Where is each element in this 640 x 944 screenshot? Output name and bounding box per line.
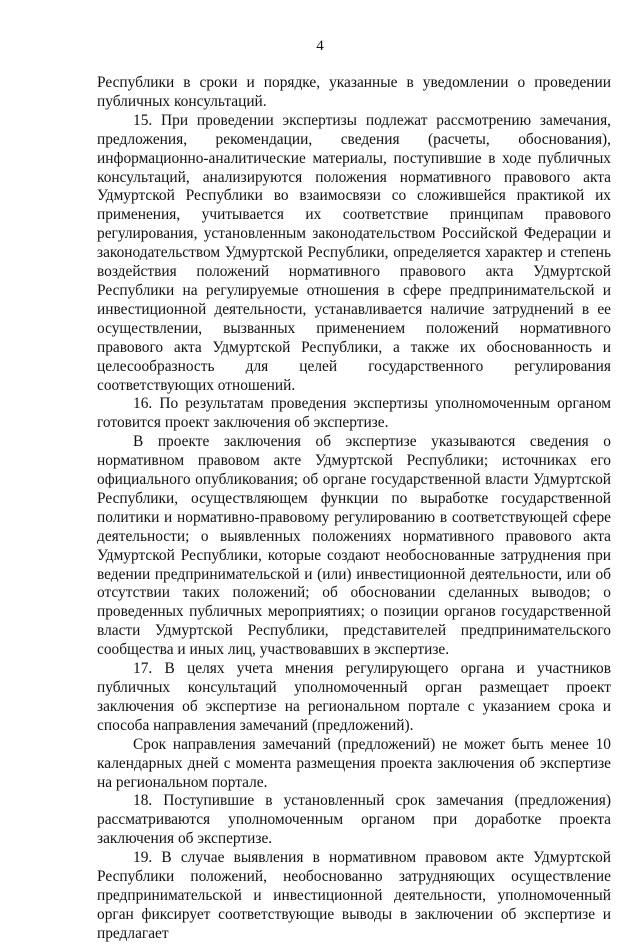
paragraph-19: 19. В случае выявления в нормативном правовом акте Удмуртской Республики положений, необоснованно затрудняющих осуществление предпринимательской и инвестиционной деятельности, уполномоченный орган фиксирует соответствующие выводы в заключении об экспертизе и предлагает	[97, 849, 611, 942]
paragraph-15: 15. При проведении экспертизы подлежат рассмотрению замечания, предложения, рекомендации, сведения (расчеты, обоснования), информационно-аналитические материалы, поступившие в ходе публичных консультаций, анализируются положения нормативного правового акта Удмуртской Республики во взаимосвязи со сложившейся практикой их применения, учитывается их соответствие принципам правового регулирования, установленным законодательством Российской Федерации и законодательством Удмуртской Республики, определяется характер и степень воздействия положений нормативного правового акта Удмуртской Республики на регулируемые отношения в сфере предпринимательской и инвестиционной деятельности, устанавливается наличие затруднений в ее осуществлении, вызванных применением положений нормативного правового акта Удмуртской Республики, а также их обоснованность и целесообразность для целей государственного регулирования соответствующих отношений.	[97, 111, 611, 394]
paragraph-16-details: В проекте заключения об экспертизе указываются сведения о нормативном правовом акте Удмуртской Республики; источниках его официального опубликования; об органе государственной власти Удмуртской Республики, осуществляющем функции по выработке государственной политики и нормативно-правовому регулированию в соответствующей сфере деятельности; о выявленных положениях нормативного правового акта Удмуртской Республики, которые создают необоснованные затруднения при ведении предпринимательской и (или) инвестиционной деятельности, или об отсутствии таких положений; об обосновании сделанных выводов; о проведенных публичных мероприятиях; о позиции органов государственной власти Удмуртской Республики, представителей предпринимательского сообщества и иных лиц, участвовавших в экспертизе.	[97, 433, 611, 659]
page-number: 4	[316, 38, 324, 54]
paragraph-17-deadline: Срок направления замечаний (предложений) не может быть менее 10 календарных дней с момента размещения проекта заключения об экспертизе на региональном портале.	[97, 735, 611, 791]
document-body	[97, 74, 611, 944]
paragraph-16: 16. По результатам проведения экспертизы уполномоченным органом готовится проект заключения об экспертизе.	[97, 395, 611, 432]
paragraph-18: 18. Поступившие в установленный срок замечания (предложения) рассматриваются уполномоченным органом при доработке проекта заключения об экспертизе.	[97, 792, 611, 848]
paragraph-17: 17. В целях учета мнения регулирующего органа и участников публичных консультаций уполномоченный орган размещает проект заключения об экспертизе на региональном портале с указанием срока и способа направления замечаний (предложений).	[97, 660, 611, 734]
paragraph-continuation: Республики в сроки и порядке, указанные в уведомлении о проведении публичных консультаций.	[97, 74, 611, 110]
